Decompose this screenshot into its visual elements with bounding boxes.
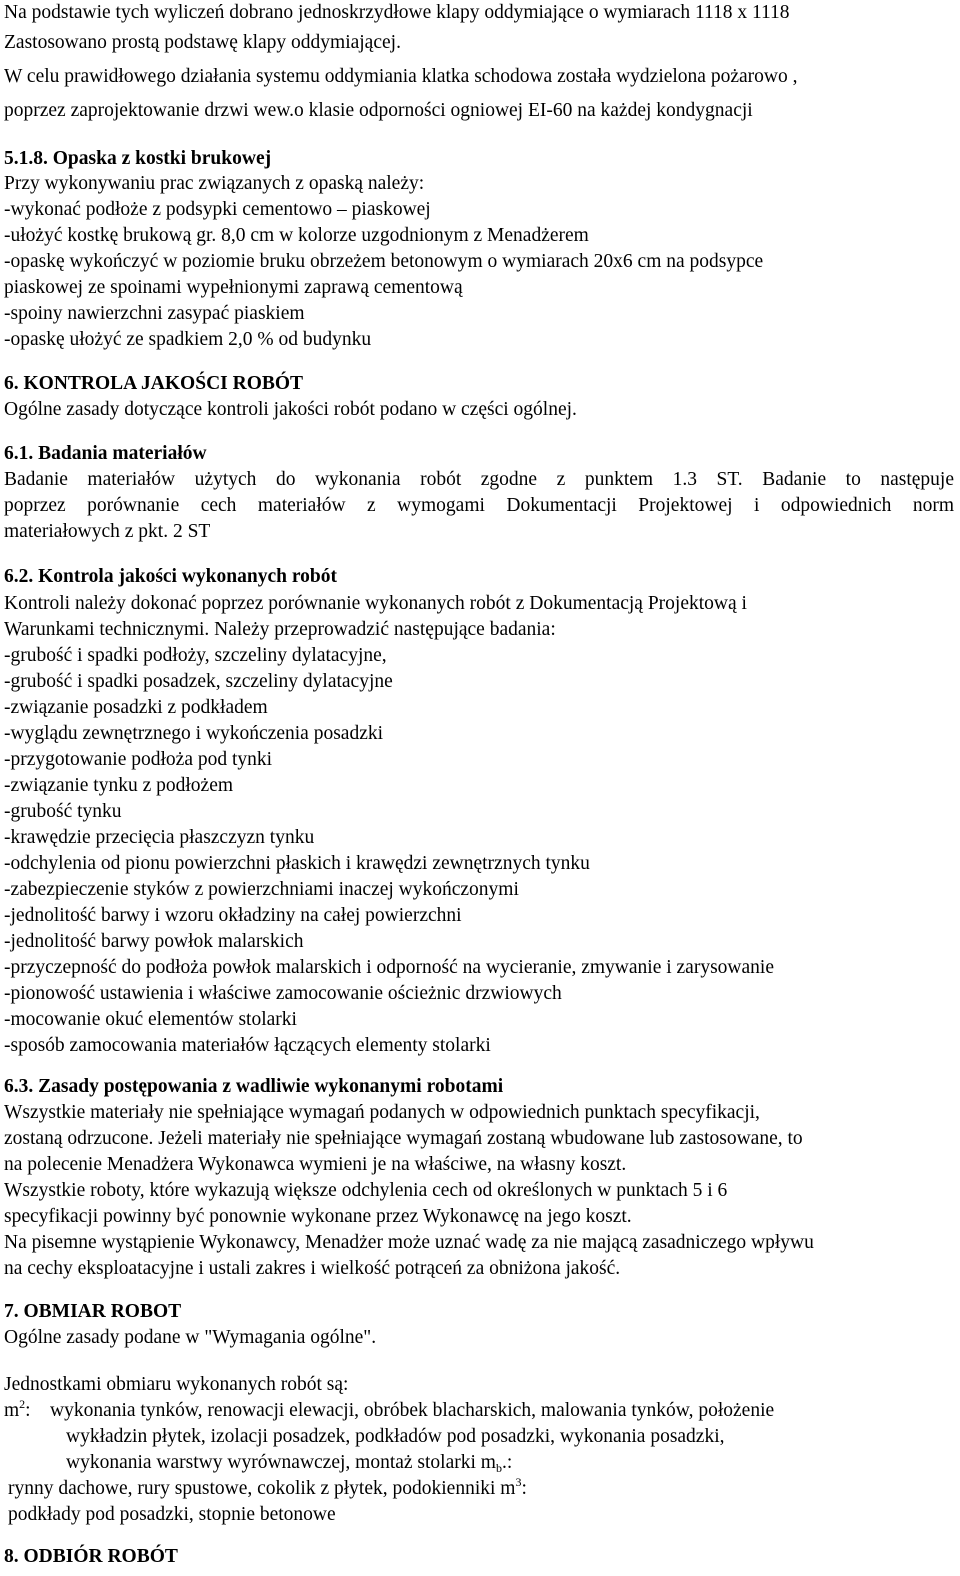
- section-5-1-8-line: -opaskę wykończyć w poziomie bruku obrzeżem betonowym o wymiarach 20x6 cm na podsypce: [4, 251, 764, 272]
- section-6-2-line: -jednolitość barwy powłok malarskich: [4, 931, 304, 952]
- unit-m2-label: $m^2$:: [4, 1397, 31, 1421]
- intro-line-1: Na podstawie tych wyliczeń dobrano jednoskrzydłowe klapy oddymiające o wymiarach 1118 x 1118: [4, 2, 790, 23]
- section-6-2-line: -mocowanie okuć elementów stolarki: [4, 1009, 297, 1030]
- section-6-2-line: Kontroli należy dokonać poprzez porównanie wykonanych robót z Dokumentacją Projektową i: [4, 593, 747, 614]
- section-5-1-8-line: -opaskę ułożyć ze spadkiem 2,0 % od budynku: [4, 329, 372, 350]
- section-5-1-8-line: piaskowej ze spoinami wypełnionymi zaprawą cementową: [4, 277, 463, 298]
- section-6-2-line: -krawędzie przecięcia płaszczyzn tynku: [4, 827, 315, 848]
- section-7-text: Ogólne zasady podane w "Wymagania ogólne".: [4, 1327, 377, 1348]
- section-6-3-line: Wszystkie materiały nie spełniające wymagań podanych w odpowiednich punktach specyfikacji,: [4, 1102, 760, 1123]
- section-6-1-heading: 6.1. Badania materiałów: [4, 443, 207, 464]
- section-8-heading: 8. ODBIÓR ROBÓT: [4, 1546, 178, 1567]
- section-6-1-line: materiałowych z pkt. 2 ST: [4, 521, 211, 542]
- section-6-3-heading: 6.3. Zasady postępowania z wadliwie wykonanymi robotami: [4, 1076, 504, 1097]
- section-6-2-line: -przyczepność do podłoża powłok malarskich i odporność na wycieranie, zmywanie i zarysowanie: [4, 957, 774, 978]
- section-6-2-line: -grubość i spadki posadzek, szczeliny dylatacyjne: [4, 671, 393, 692]
- section-6-3-line: na cechy eksploatacyjne i ustali zakres i wielkość potrąceń za obniżona jakość.: [4, 1258, 621, 1279]
- section-6-2-line: Warunkami technicznymi. Należy przeprowadzić następujące badania:: [4, 619, 556, 640]
- section-6-3-line: na polecenie Menadżera Wykonawca wymieni je na właściwe, na własny koszt.: [4, 1154, 627, 1175]
- section-6-3-line: specyfikacji powinny być ponownie wykonane przez Wykonawcę na jego koszt.: [4, 1206, 632, 1227]
- section-5-1-8-line: -wykonać podłoże z podsypki cementowo – piaskowej: [4, 199, 431, 220]
- section-6-2-line: -grubość i spadki podłoży, szczeliny dylatacyjne,: [4, 645, 387, 666]
- section-6-2-line: -sposób zamocowania materiałów łączących elementy stolarki: [4, 1035, 491, 1056]
- unit-m3-items: podkłady pod posadzki, stopnie betonowe: [8, 1504, 336, 1525]
- unit-m2-line: wykonania tynków, renowacji elewacji, obróbek blacharskich, malowania tynków, położenie: [50, 1400, 775, 1421]
- section-6-2-line: -związanie tynku z podłożem: [4, 775, 234, 796]
- section-6-2-line: -pionowość ustawienia i właściwe zamocowanie ościeżnic drzwiowych: [4, 983, 562, 1004]
- section-6-2-line: -zabezpieczenie styków z powierzchniami inaczej wykończonymi: [4, 879, 519, 900]
- unit-m3-line: rynny dachowe, rury spustowe, cokolik z płytek, podokienniki $m^3$:: [8, 1475, 527, 1499]
- section-6-1-line: poprzez porównanie cech materiałów z wymogami Dokumentacji Projektowej i odpowiednich norm: [4, 495, 954, 516]
- section-6-2-line: -wyglądu zewnętrznego i wykończenia posadzki: [4, 723, 384, 744]
- section-5-1-8-line: -spoiny nawierzchni zasypać piaskiem: [4, 303, 305, 324]
- section-6-heading: 6. KONTROLA JAKOŚCI ROBÓT: [4, 373, 304, 394]
- intro-line-2: Zastosowano prostą podstawę klapy oddymiającej.: [4, 32, 401, 53]
- section-5-1-8-line: -ułożyć kostkę brukową gr. 8,0 cm w kolorze uzgodnionym z Menadżerem: [4, 225, 589, 246]
- section-6-3-line: zostaną odrzucone. Jeżeli materiały nie spełniające wymagań zostaną wbudowane lub zastosowane, to: [4, 1128, 803, 1149]
- section-6-2-line: -jednolitość barwy i wzoru okładziny na całej powierzchni: [4, 905, 462, 926]
- unit-m2-line: wykonania warstwy wyrównawczej, montaż stolarki $m_b$.:: [66, 1452, 513, 1475]
- section-6-2-line: -przygotowanie podłoża pod tynki: [4, 749, 273, 770]
- section-6-2-line: -grubość tynku: [4, 801, 122, 822]
- intro-line-3: W celu prawidłowego działania systemu oddymiania klatka schodowa została wydzielona pożarowo ,: [4, 66, 798, 87]
- section-6-2-heading: 6.2. Kontrola jakości wykonanych robót: [4, 566, 337, 587]
- section-6-3-line: Wszystkie roboty, które wykazują większe odchylenia cech od określonych w punktach 5 i 6: [4, 1180, 728, 1201]
- section-6-1-line: Badanie materiałów użytych do wykonania robót zgodne z punktem 1.3 ST. Badanie to następuje: [4, 469, 954, 490]
- unit-m2-line: wykładzin płytek, izolacji posadzek, podkładów pod posadzki, wykonania posadzki,: [66, 1426, 725, 1447]
- section-6-2-line: -odchylenia od pionu powierzchni płaskich i krawędzi zewnętrznych tynku: [4, 853, 590, 874]
- section-5-1-8-line: Przy wykonywaniu prac związanych z opaską należy:: [4, 173, 425, 194]
- section-6-2-line: -związanie posadzki z podkładem: [4, 697, 268, 718]
- intro-line-4: poprzez zaprojektowanie drzwi wew.o klasie odporności ogniowej EI-60 na każdej kondygnacji: [4, 100, 753, 121]
- units-intro: Jednostkami obmiaru wykonanych robót są:: [4, 1374, 349, 1395]
- section-5-1-8-heading: 5.1.8. Opaska z kostki brukowej: [4, 148, 272, 169]
- section-6-3-line: Na pisemne wystąpienie Wykonawcy, Menadżer może uznać wadę za nie mającą zasadniczego wpływu: [4, 1232, 814, 1253]
- section-7-heading: 7. OBMIAR ROBOT: [4, 1301, 182, 1322]
- section-6-text: Ogólne zasady dotyczące kontroli jakości robót podano w części ogólnej.: [4, 399, 577, 420]
